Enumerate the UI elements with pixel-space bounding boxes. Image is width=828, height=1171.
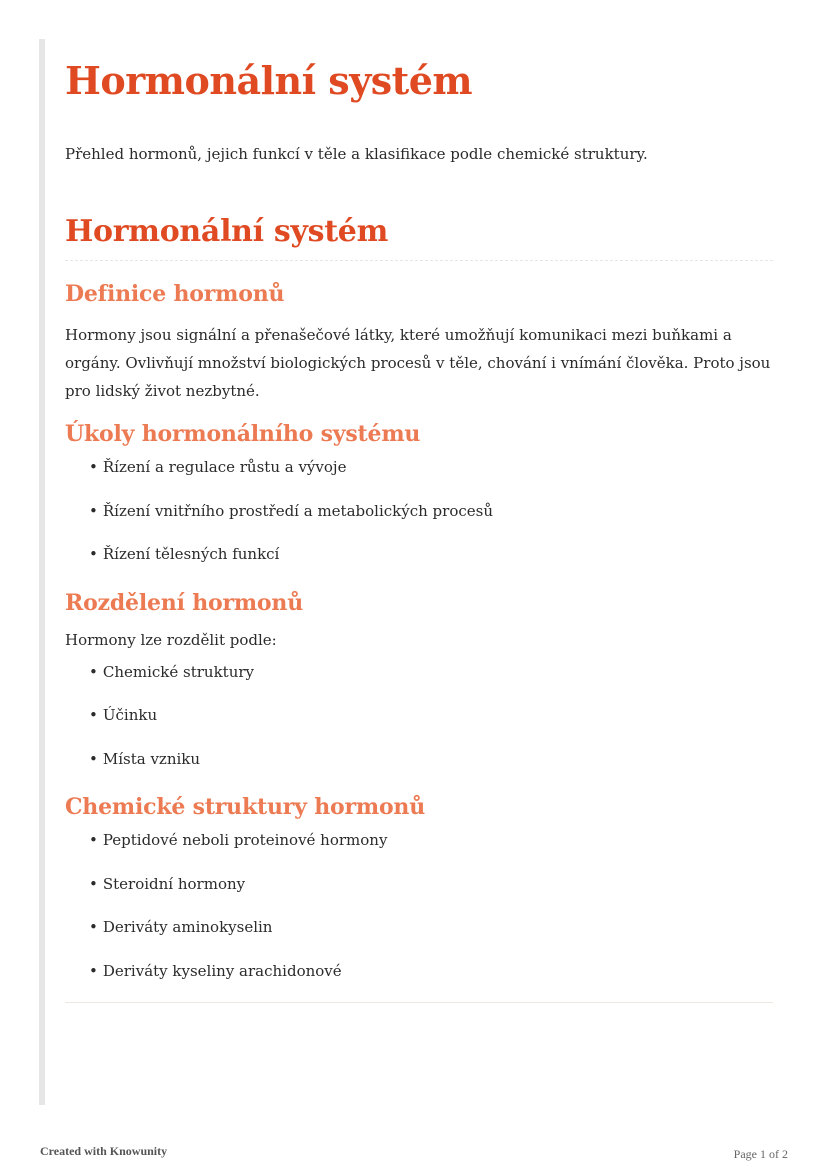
page-number: Page 1 of 2 [733,1147,788,1161]
page-subtitle: Přehled hormonů, jejich funkcí v těle a klasifikace podle chemické struktury. [65,145,648,163]
created-with-label: Created with Knowunity [40,1144,168,1158]
tasks-heading: Úkoly hormonálního systému [65,421,421,447]
list-item: • Řízení tělesných funkcí [89,544,773,564]
division-heading: Rozdělení hormonů [65,589,303,616]
list-item: • Řízení vnitřního prostředí a metabolických procesů [89,501,773,521]
division-intro: Hormony lze rozdělit podle: [65,630,277,649]
chemical-list [65,830,773,981]
division-list [65,662,773,769]
document-content [65,52,773,1003]
list-item: • Řízení a regulace růstu a vývoje [89,457,773,477]
page-title: Hormonální systém [65,58,473,103]
list-item: • Deriváty kyseliny arachidonové [89,961,773,981]
list-item: • Chemické struktury [89,662,773,682]
list-item: • Místa vzniku [89,749,773,769]
list-item: • Deriváty aminokyselin [89,917,773,937]
definition-text: Hormony jsou signální a přenašečové látky, které umožňují komunikaci mezi buňkami a orgány. Ovlivňují množství biologických procesů v těle, chování i vnímání člověka. Proto jsou pro lidský život nezbytné. [65,326,771,400]
section-title: Hormonální systém [65,210,773,261]
chemical-heading: Chemické struktury hormonů [65,794,426,820]
list-item: • Peptidové neboli proteinové hormony [89,830,773,850]
left-accent-bar [39,39,45,1105]
bottom-divider [65,1002,773,1003]
list-item: • Účinku [89,705,773,725]
definition-heading: Definice hormonů [65,281,285,307]
tasks-list [65,457,773,564]
list-item: • Steroidní hormony [89,874,773,894]
